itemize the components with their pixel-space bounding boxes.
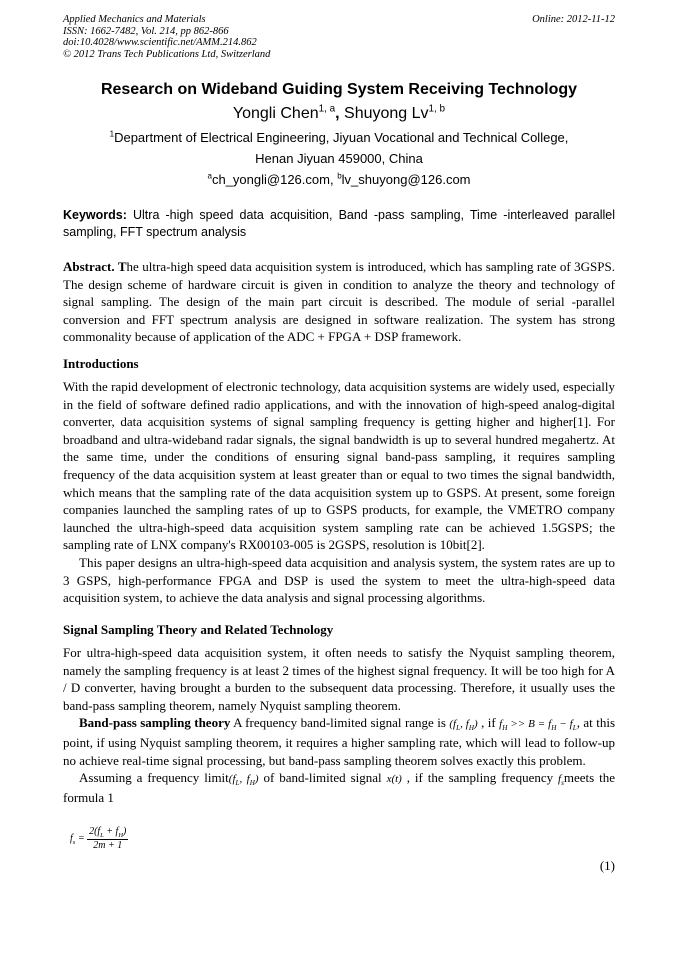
math-signal: x(t) [386,773,402,786]
abstract-text: he ultra-high speed data acquisition system is introduced, which has sampling rate of 3GSPS. The design scheme of hardware circuit is given in condition to analyze the theory and technology of signal sampling. The design of the main part circuit is described. The module of serial -parallel conversion and FFT spectrum analysis are designed in software realization. The system has strong commonality because of application of the ADC + FPGA + DSP framework. [63,259,615,345]
email-text: ch_yongli@126.com, [211,172,338,187]
online-date: Online: 2012-11-12 [532,14,615,25]
paragraph [63,714,615,769]
math-range: ($f_L$, $f_H$) [449,718,478,733]
paragraph-text: , at this point, if using Nyquist sampling theorem, it requires a higher sampling rate, which will lead to follow-up no achieve real-time signal processing, but band-pass sampling theorem solves exactly this problem. [63,715,616,768]
keywords [63,207,615,241]
math-fs: $f_s$ [558,773,564,788]
equation-number: (1) [599,858,615,873]
email-text: lv_shuyong@126.com [341,172,471,187]
paper-title: Research on Wideband Guiding System Receiving Technology [100,81,578,98]
author-separator: , [335,105,345,122]
author-superscript: 1, a [318,103,336,115]
email-line [40,172,638,188]
bandpass-label: Band-pass sampling theory [79,715,231,731]
affiliation-superscript: 1 [109,129,115,139]
issn-line: ISSN: 1662-7482, Vol. 214, pp 862-866 [63,25,229,37]
affiliation-text: Department of Electrical Engineering, Jiyuan Vocational and Technical College, [114,130,569,145]
paragraph-text: Assuming a frequency limit [79,770,229,786]
email-superscript: b [337,171,342,181]
journal-header [63,14,615,60]
journal-name: Applied Mechanics and Materials [63,14,206,25]
paragraph-text: , if [477,715,500,731]
introductions-body [63,378,615,607]
paragraph-text: A frequency band-limited signal range is [230,715,450,731]
paragraph: With the rapid development of electronic technology, data acquisition systems are widely used, especially in the field of software defined radio applications, and with the innovation of high-speed analog-digital converter, data acquisition systems of signal sampling frequency is getting higher and higher[1]. For broadband and ultra-wideband radar signals, the signal bandwidth is up to several hundred megahertz. At the same time, under the conditions of ensuring signal band-pass sampling, it requires sampling frequency of the data acquisition system at least greater than or equal to two times the signal bandwidth, which means that the sampling rate of the data acquisition system up to GSPS. At present, some foreign companies launched the sampling rates of up to GSPS products, for example, the VMETRO company launched the ultra-high-speed data acquisition system sampling rate can be achieved 1.5GSPS; the sampling rate of LNX company's RX00103-005 is 2GSPS, resolution is 10bit[2]. [63,379,615,553]
paragraph [63,769,615,806]
section-heading-sampling: Signal Sampling Theory and Related Technology [63,622,334,637]
keywords-text: Ultra -high speed data acquisition, Band -pass sampling, Time -interleaved parallel sampling, FFT spectrum analysis [63,208,615,239]
doi-line: doi:10.4028/www.scientific.net/AMM.214.862 [63,37,257,48]
paragraph: This paper designs an ultra-high-speed data acquisition and analysis system, the system rates are up to 3 GSPS, high-performance FPGA and DSP is used the system to meet the ultra-high-speed data acquisition system, to achieve the data analysis and signal processing algorithms. [63,554,615,606]
section-heading-introductions: Introductions [63,356,139,371]
paragraph-text: meets the formula 1 [63,770,615,805]
abstract-label: Abstract. [63,259,115,274]
author-name: Shuyong Lv [344,105,429,122]
formula-1: $f_s$ = $\frac{2(f_L + f_H)}{2m + 1}$ [70,826,127,851]
math-range: ($f_L$, $f_H$) [228,773,259,788]
author-name: Yongli Chen [232,105,319,122]
author-line [40,104,638,124]
email-superscript: a [207,171,212,181]
affiliation-line-2: Henan Jiyuan 459000, China [255,151,423,166]
copyright-line: © 2012 Trans Tech Publications Ltd, Switzerland [63,48,271,60]
affiliation-line-1 [40,130,638,146]
paragraph-text: , if the sampling frequency [401,770,559,786]
paragraph-text: of band-limited signal [258,770,387,786]
math-inequality: $f_H >> B = f_H - f_L$ [499,718,577,733]
keywords-label: Keywords: [63,208,127,222]
sampling-body [63,644,615,806]
abstract [63,258,615,346]
author-superscript: 1, b [428,103,446,115]
paragraph: For ultra-high-speed data acquisition system, it often needs to satisfy the Nyquist sampling theorem, namely the sampling frequency is at least 2 times of the highest signal frequency. It will be too high for A / D converter, having brought a burden to the subsequent data processing. Therefore, it usually uses the band-pass sampling theorem, namely Nyquist sampling theorem. [63,645,615,713]
abstract-initial: T [114,259,127,274]
